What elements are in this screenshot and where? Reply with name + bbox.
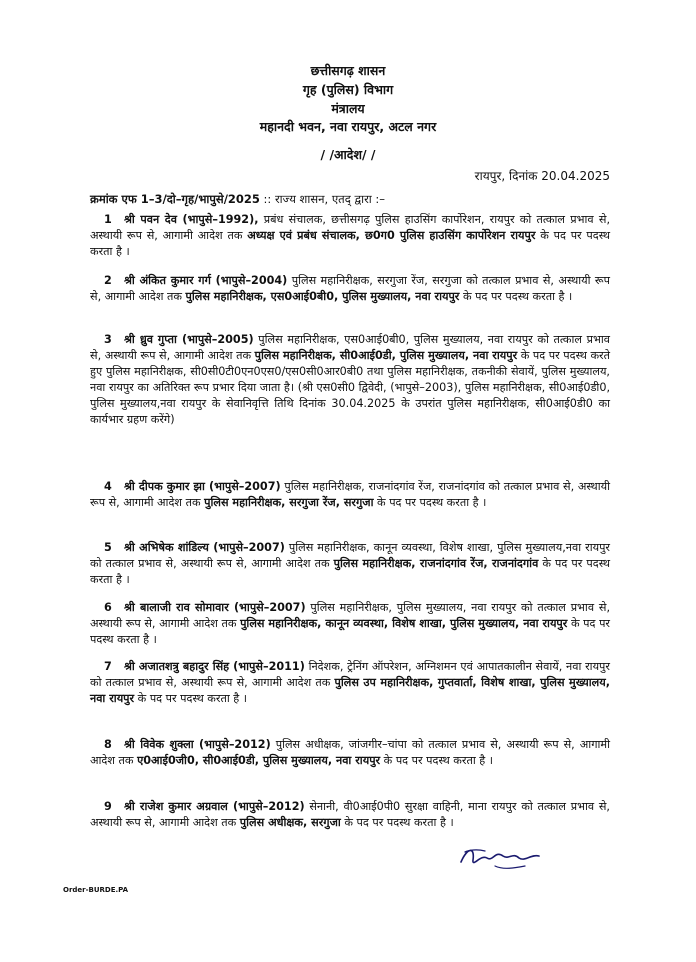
footer-reference: Order-BURDE.PA — [63, 886, 129, 894]
order-item — [90, 273, 610, 305]
order-item-number: 8 — [104, 738, 112, 751]
order-item-body: के पद पर पदस्थ करता है । — [380, 754, 494, 767]
order-item-body: के पद पर पदस्थ करता है । — [459, 290, 573, 303]
order-item — [90, 332, 610, 428]
order-item — [90, 799, 610, 831]
order-item-text — [90, 799, 610, 831]
order-item-emphasis: पुलिस महानिरीक्षक, एस0आई0बी0, पुलिस मुख्यालय, नवा रायपुर — [185, 290, 460, 303]
order-item-emphasis: श्री दीपक कुमार झा (भापुसे–2007) — [124, 480, 281, 493]
order-item-emphasis: पुलिस महानिरीक्षक, कानून व्यवस्था, विशेष शाखा, पुलिस मुख्यालय, नवा रायपुर — [240, 617, 568, 630]
order-item-body: के पद पर पदस्थ करता है । — [373, 496, 487, 509]
order-item-number: 5 — [104, 541, 112, 554]
order-item-emphasis: पुलिस उप महानिरीक्षक, गुप्तवार्ता, विशेष शाखा, पुलिस मुख्यालय, नवा रायपुर — [90, 676, 610, 705]
order-item-body: पुलिस महानिरीक्षक, राजनांदगांव रेंज, राजनांदगांव को तत्काल प्रभाव से, अस्थायी रूप से, आगामी आदेश तक — [90, 480, 610, 509]
order-item-text — [90, 600, 610, 648]
order-preamble: :: राज्य शासन, एतद् द्वारा :– — [259, 192, 386, 206]
order-item-number: 7 — [104, 660, 112, 673]
order-item-body: पुलिस महानिरीक्षक, पुलिस मुख्यालय, नवा रायपुर को तत्काल प्रभाव से, अस्थायी रूप से, आगामी आदेश तक — [90, 601, 611, 630]
order-item-body: के पद पर पदस्थ करते हुए पुलिस महानिरीक्षक, सी0सी0टी0एन0एस0/एस0सी0आर0बी0 तथा पुलिस महानिरीक्षक, तकनीकी सेवायें, पुलिस मुख्यालय, नवा रायपुर का अतिरिक्त रूप प्रभार दिया जाता है। (श्री एस0सी0 द्विवेदी, (भापुसे–2003), पुलिस महानिरीक्षक, सी0आई0डी0, पुलिस मुख्यालय,नवा रायपुर के सेवानिवृत्ति तिथि दिनांक 30.04.2025 के उपरांत पुलिस महानिरीक्षक, सी0आई0डी0 का कार्यभार ग्रहण करेंगे) — [90, 349, 610, 426]
order-item-body: के पद पर पदस्थ करता है । — [340, 816, 454, 829]
order-item — [90, 737, 610, 769]
order-number-line — [90, 191, 610, 207]
order-item-body: के पद पर पदस्थ करता है । — [90, 557, 610, 586]
order-item-emphasis: श्री अभिषेक शांडिल्य (भापुसे–2007) — [124, 541, 285, 554]
order-item-emphasis: अध्यक्ष एवं प्रबंध संचालक, छ0ग0 पुलिस हाउसिंग कार्पोरेशन रायपुर — [247, 229, 536, 242]
header-department: गृह (पुलिस) विभाग — [302, 82, 394, 97]
order-item-emphasis: श्री विवेक शुक्ला (भापुसे–2012) — [124, 738, 271, 751]
order-item-text — [90, 737, 610, 769]
order-item-body: प्रबंध संचालक, छत्तीसगढ़ पुलिस हाउसिंग कार्पोरेशन, रायपुर को तत्काल प्रभाव से, अस्थायी रूप से, आगामी आदेश तक — [90, 213, 610, 242]
order-item-number: 2 — [104, 274, 112, 287]
header-address: महानदी भवन, नवा रायपुर, अटल नगर — [259, 119, 437, 134]
order-item-body: पुलिस महानिरीक्षक, सरगुजा रेंज, सरगुजा को तत्काल प्रभाव से, अस्थायी रूप से, आगामी आदेश तक — [90, 274, 610, 303]
order-item-emphasis: पुलिस अधीक्षक, सरगुजा — [239, 816, 341, 829]
order-number: क्रमांक एफ 1–3/दो–गृह/भापुसे/2025 — [90, 192, 260, 206]
order-item-body: के पद पर पदस्थ करता है । — [90, 617, 611, 646]
order-item-body: निदेशक, ट्रेनिंग ऑपरेशन, अग्निशमन एवं आपातकालीन सेवायें, नवा रायपुर को तत्काल प्रभाव से, अस्थायी रूप से, आगामी आदेश तक — [90, 660, 610, 689]
order-item-emphasis: श्री ध्रुव गुप्ता (भापुसे–2005) — [124, 333, 254, 346]
order-item-body: के पद पर पदस्थ करता है । — [134, 692, 248, 705]
signature-icon — [455, 840, 545, 876]
order-item-emphasis: श्री अंकित कुमार गर्ग (भापुसे–2004) — [124, 274, 288, 287]
order-item-emphasis: श्री पवन देव (भापुसे–1992), — [124, 213, 259, 226]
order-date: रायपुर, दिनांक 20.04.2025 — [474, 169, 610, 183]
header-government: छत्तीसगढ़ शासन — [310, 63, 386, 78]
order-item-text — [90, 332, 610, 428]
order-item-emphasis: पुलिस महानिरीक्षक, सरगुजा रेंज, सरगुजा — [204, 496, 374, 509]
order-item-body: सेनानी, वी0आई0पी0 सुरक्षा वाहिनी, माना रायपुर को तत्काल प्रभाव से, अस्थायी रूप से, आगामी आदेश तक — [90, 800, 610, 829]
order-item-text — [90, 659, 610, 707]
order-item-text — [90, 479, 610, 511]
order-item-number: 1 — [104, 213, 112, 226]
order-item-number: 4 — [104, 480, 112, 493]
order-item-number: 3 — [104, 333, 112, 346]
order-item-emphasis: पुलिस महानिरीक्षक, सी0आई0डी, पुलिस मुख्यालय, नवा रायपुर — [254, 349, 518, 362]
order-item — [90, 659, 610, 707]
order-item-body: पुलिस महानिरीक्षक, एस0आई0बी0, पुलिस मुख्यालय, नवा रायपुर को तत्काल प्रभाव से, अस्थायी रूप से, आगामी आदेश तक — [90, 333, 610, 362]
order-item-emphasis: श्री बालाजी राव सोमावार (भापुसे–2007) — [124, 601, 306, 614]
order-item-emphasis: श्री अजातशत्रु बहादुर सिंह (भापुसे–2011) — [124, 660, 305, 673]
order-item-emphasis: पुलिस महानिरीक्षक, राजनांदगांव रेंज, राजनांदगांव — [333, 557, 539, 570]
order-title: / /आदेश/ / — [320, 147, 376, 162]
order-item — [90, 479, 610, 511]
order-item — [90, 540, 610, 588]
order-item-body: पुलिस महानिरीक्षक, कानून व्यवस्था, विशेष शाखा, पुलिस मुख्यालय,नवा रायपुर को तत्काल प्रभाव से, अस्थायी रूप से, आगामी आदेश तक — [90, 541, 611, 570]
order-item-number: 9 — [104, 800, 112, 813]
order-item-text — [90, 540, 610, 588]
order-item — [90, 212, 610, 260]
order-item-emphasis: ए0आई0जी0, सी0आई0डी, पुलिस मुख्यालय, नवा रायपुर — [137, 754, 381, 767]
order-item-text — [90, 212, 610, 260]
order-item-emphasis: श्री राजेश कुमार अग्रवाल (भापुसे–2012) — [124, 800, 305, 813]
order-item-body: के पद पर पदस्थ करता है । — [90, 229, 610, 258]
order-item-body: पुलिस अधीक्षक, जांजगीर–चांपा को तत्काल प्रभाव से, अस्थायी रूप से, आगामी आदेश तक — [90, 738, 610, 767]
order-item-text — [90, 273, 610, 305]
header-ministry: मंत्रालय — [331, 101, 365, 116]
order-item — [90, 600, 610, 648]
order-item-number: 6 — [104, 601, 112, 614]
